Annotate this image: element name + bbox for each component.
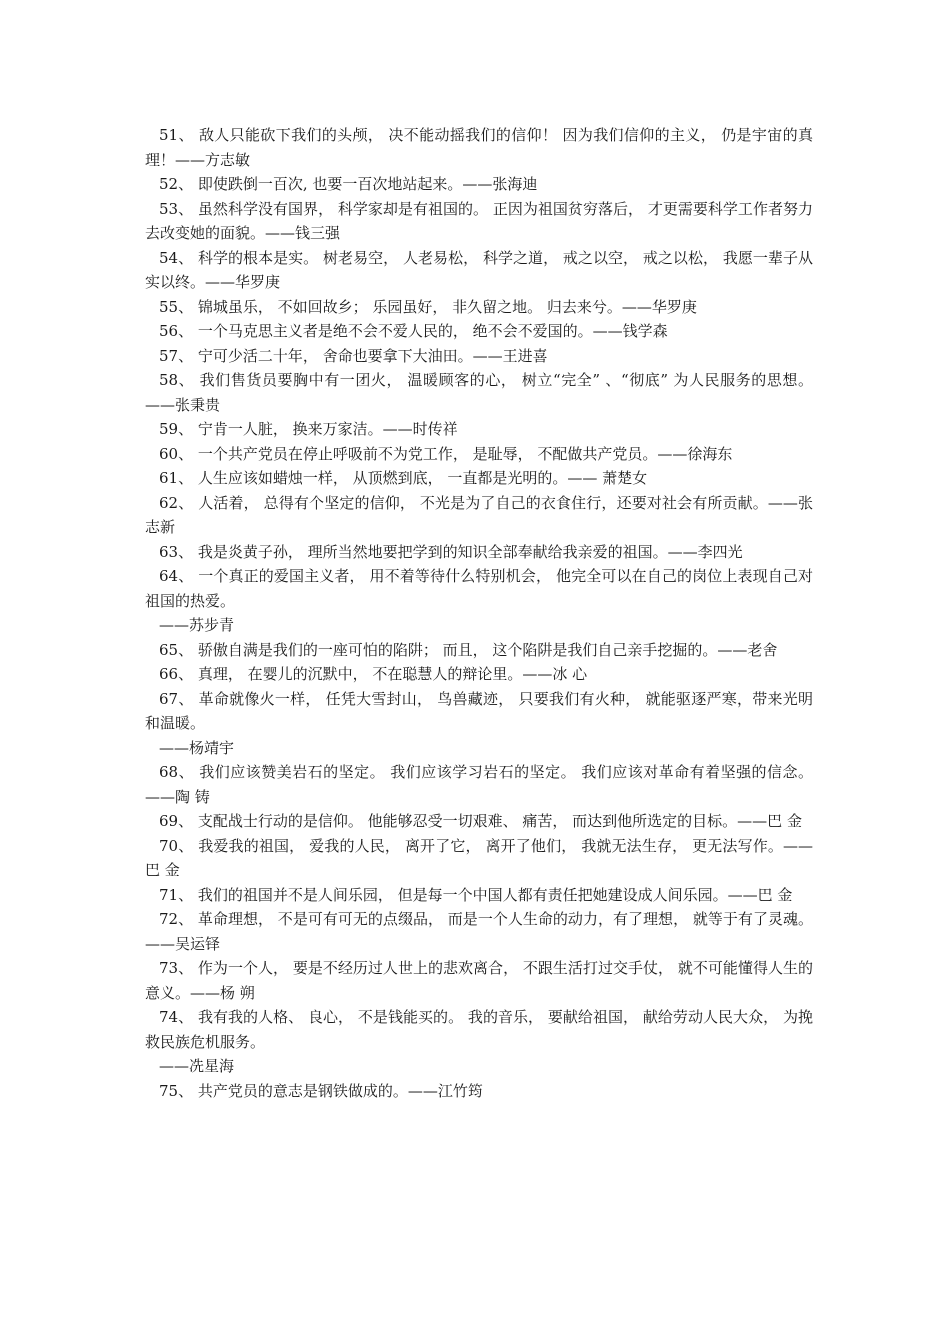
quote-entry: [145, 246, 813, 295]
quote-number: 66: [159, 665, 179, 683]
quote-text: 、 即使跌倒一百次, 也要一百次地站起来。——张海迪: [178, 175, 538, 193]
quote-number: 51: [159, 126, 179, 144]
quote-entry: [145, 319, 813, 344]
quote-entry: [145, 638, 813, 663]
quote-number: 69: [159, 812, 179, 830]
quote-entry: [145, 907, 813, 956]
quote-number: 70: [159, 836, 179, 855]
quote-number: 73: [159, 959, 179, 977]
quote-entry: [145, 442, 813, 467]
quote-number: 55: [159, 297, 179, 316]
quote-text: 、 锦城虽乐， 不如回故乡； 乐园虽好， 非久留之地。 归去来兮。——华罗庚: [178, 297, 697, 316]
quote-number: 61: [159, 469, 179, 487]
quote-number: 57: [159, 346, 179, 365]
quote-text: 、 宁可少活二十年， 舍命也要拿下大油田。——王进喜: [178, 346, 548, 365]
quote-text: 、 人生应该如蜡烛一样， 从顶燃到底， 一直都是光明的。—— 萧楚女: [178, 469, 648, 487]
quote-number: 56: [159, 322, 179, 340]
quote-entry: [145, 344, 813, 369]
quote-entry: [145, 172, 813, 197]
quote-number: 72: [159, 910, 179, 928]
quote-number: 62: [159, 493, 179, 512]
quote-signature: ——苏步青: [159, 616, 235, 634]
quote-text: 、 我爱我的祖国， 爱我的人民， 离开了它， 离开了他们， 我就无法生存， 更无法写作。——巴 金: [145, 836, 813, 879]
quote-number: 60: [159, 444, 179, 463]
quote-entry: [145, 662, 813, 687]
quote-number: 71: [159, 885, 179, 904]
quote-entry: [145, 760, 813, 809]
quote-entry: [145, 540, 813, 565]
quote-text: 、 我们应该赞美岩石的坚定。 我们应该学习岩石的坚定。 我们应该对革命有着坚强的信念。——陶 铸: [145, 763, 813, 806]
quote-number: 58: [159, 371, 179, 389]
quote-number: 74: [159, 1008, 179, 1026]
quote-entry: [145, 1079, 813, 1104]
quote-entry: [145, 295, 813, 320]
quote-text: 、 敌人只能砍下我们的头颅， 决不能动摇我们的信仰！ 因为我们信仰的主义， 仍是宇宙的真理！——方志敏: [145, 126, 813, 169]
quote-list: [145, 123, 813, 1103]
quote-entry: [145, 883, 813, 908]
quote-text: 、 作为一个人， 要是不经历过人世上的悲欢离合， 不跟生活打过交手仗， 就不可能懂得人生的意义。——杨 朔: [145, 959, 813, 1002]
quote-text: 、 支配战士行动的是信仰。 他能够忍受一切艰难、 痛苦， 而达到他所选定的目标。——巴 金: [178, 812, 802, 830]
quote-number: 59: [159, 420, 179, 438]
quote-entry: [145, 466, 813, 491]
quote-entry: [145, 368, 813, 417]
quote-signature: ——杨靖宇: [159, 738, 235, 757]
quote-text: 、 科学的根本是实。 树老易空， 人老易松， 科学之道， 戒之以空， 戒之以松， 我愿一辈子从实以终。——华罗庚: [145, 248, 813, 291]
quote-text: 、 革命理想， 不是可有可无的点缀品， 而是一个人生命的动力，有了理想， 就等于有了灵魂。——吴运铎: [145, 910, 813, 953]
quote-number: 54: [159, 248, 179, 267]
quote-entry: [145, 564, 813, 613]
quote-text: 、 我是炎黄子孙， 理所当然地要把学到的知识全部奉献给我亲爱的祖国。——李四光: [178, 542, 743, 561]
quote-text: 、 虽然科学没有国界， 科学家却是有祖国的。 正因为祖国贫穷落后， 才更需要科学工作者努力去改变她的面貌。——钱三强: [145, 199, 813, 242]
quote-number: 75: [159, 1081, 179, 1100]
quote-text: 、 真理， 在婴儿的沉默中， 不在聪慧人的辩论里。——冰 心: [178, 665, 588, 683]
quote-entry: [145, 123, 813, 172]
quote-text: 、 我有我的人格、 良心， 不是钱能买的。 我的音乐， 要献给祖国， 献给劳动人民大众， 为挽救民族危机服务。: [145, 1008, 813, 1051]
quote-text: 、 我们的祖国并不是人间乐园， 但是每一个中国人都有责任把她建设成人间乐园。——巴 金: [178, 885, 793, 904]
quote-entry: [145, 417, 813, 442]
quote-text: 、 一个共产党员在停止呼吸前不为党工作， 是耻辱， 不配做共产党员。——徐海东: [178, 444, 733, 463]
quote-number: 65: [159, 640, 179, 659]
quote-entry: [145, 197, 813, 246]
quote-entry: [145, 956, 813, 1005]
quote-text: 、 革命就像火一样， 任凭大雪封山， 鸟兽藏迹， 只要我们有火种， 就能驱逐严寒，带来光明和温暖。: [145, 689, 813, 732]
quote-number: 68: [159, 763, 179, 781]
quote-number: 63: [159, 542, 179, 561]
quote-number: 64: [159, 567, 179, 585]
quote-number: 67: [159, 689, 179, 708]
quote-text: 、 一个马克思主义者是绝不会不爱人民的， 绝不会不爱国的。——钱学森: [178, 322, 668, 340]
quote-text: 、 宁肯一人脏， 换来万家洁。——时传祥: [178, 420, 458, 438]
quote-number: 52: [159, 175, 179, 193]
quote-text: 、 骄傲自满是我们的一座可怕的陷阱； 而且， 这个陷阱是我们自己亲手挖掘的。——老舍: [178, 640, 778, 659]
quote-entry: [145, 809, 813, 834]
quote-text: 、 我们售货员要胸中有一团火， 温暖顾客的心， 树立“完全” 、“彻底” 为人民服务的思想。——张秉贵: [145, 371, 813, 414]
quote-text: 、 共产党员的意志是钢铁做成的。——江竹筠: [178, 1081, 483, 1100]
quote-number: 53: [159, 199, 179, 218]
quote-text: 、 一个真正的爱国主义者， 用不着等待什么特别机会， 他完全可以在自己的岗位上表现自己对祖国的热爱。: [145, 567, 813, 610]
quote-signature: ——冼星海: [159, 1057, 235, 1075]
quote-entry: [145, 1005, 813, 1054]
quote-text: 、 人活着， 总得有个坚定的信仰， 不光是为了自己的衣食住行，还要对社会有所贡献。——张志新: [145, 493, 813, 536]
quote-entry: [145, 491, 813, 540]
quote-entry: [145, 687, 813, 736]
quote-entry: [145, 834, 813, 883]
